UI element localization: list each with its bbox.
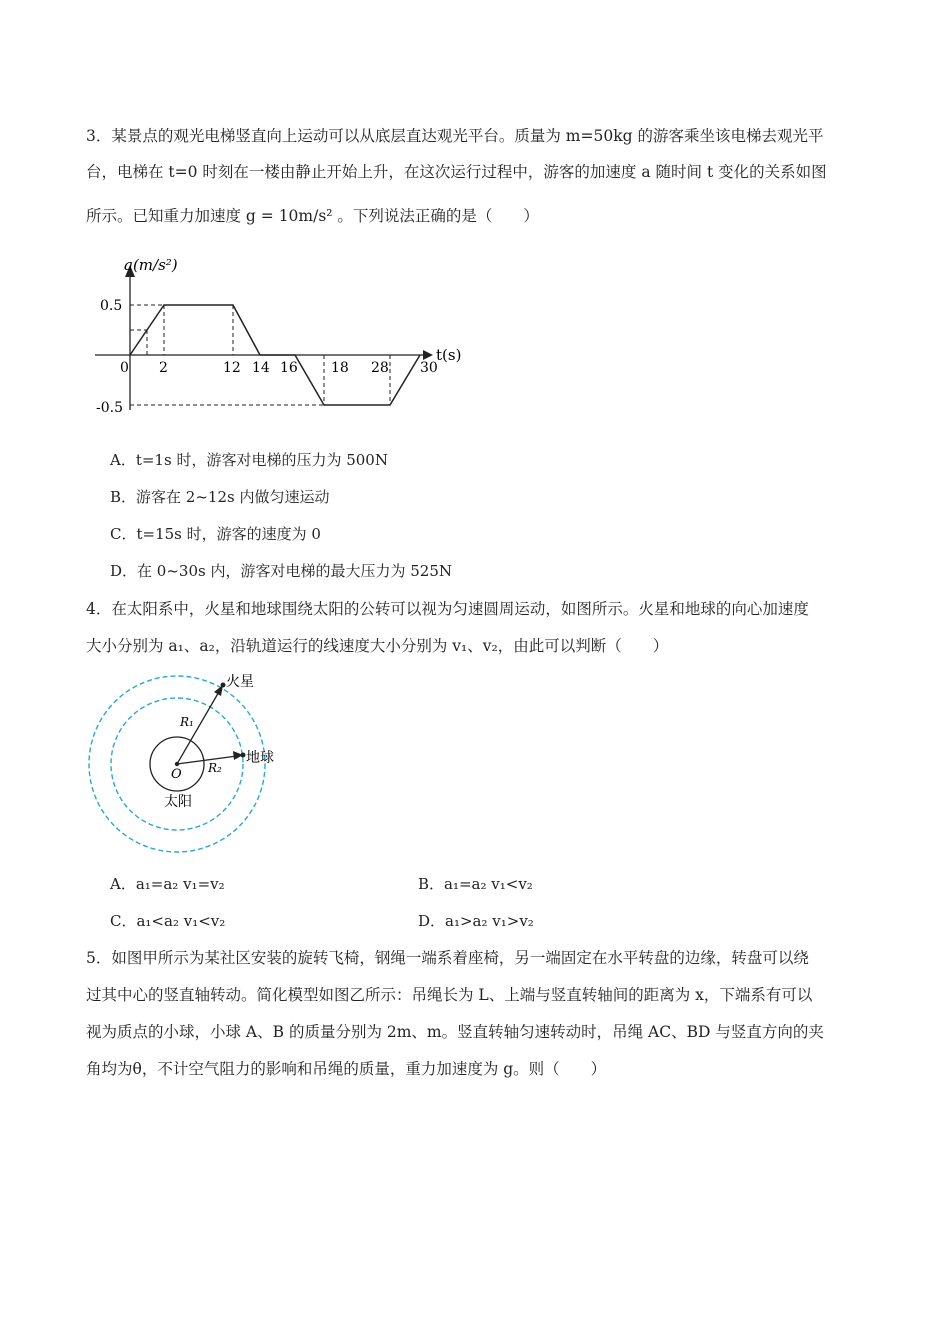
- tick-x-12: 12: [223, 360, 241, 376]
- tick-x-2: 2: [159, 360, 168, 376]
- x-axis-label: t(s): [436, 346, 462, 364]
- sun-label: 太阳: [164, 794, 192, 810]
- q3-text-line-1: 3．某景点的观光电梯竖直向上运动可以从底层直达观光平台。质量为 m=50kg 的游客乘坐该电梯去观光平: [86, 127, 824, 145]
- q3-option-d[interactable]: D．在 0~30s 内，游客对电梯的最大压力为 525N: [110, 562, 452, 580]
- mars-dot: [221, 683, 226, 688]
- q5-text-line-1: 5．如图甲所示为某社区安装的旋转飞椅，钢绳一端系着座椅，另一端固定在水平转盘的边缘，转盘可以绕: [86, 949, 809, 967]
- tick-x-14: 14: [252, 360, 270, 376]
- tick-x-16: 16: [280, 360, 298, 376]
- r1-label: R₁: [180, 715, 194, 729]
- q3-text-line-2: 台，电梯在 t=0 时刻在一楼由静止开始上升，在这次运行过程中，游客的加速度 a 随时间 t 变化的关系如图: [86, 163, 827, 181]
- q3-option-a[interactable]: A．t=1s 时，游客对电梯的压力为 500N: [110, 451, 388, 469]
- tick-y-neg0.5: -0.5: [96, 400, 123, 416]
- r2-arrow: [177, 756, 237, 764]
- tick-x-30: 30: [420, 360, 438, 376]
- q5-text-line-3: 视为质点的小球，小球 A、B 的质量分别为 2m、m。竖直转轴匀速转动时，吊绳 AC、BD 与竖直方向的夹: [86, 1023, 824, 1041]
- q4-text-line-1: 4．在太阳系中，火星和地球围绕太阳的公转可以视为匀速圆周运动，如图所示。火星和地球的向心加速度: [86, 600, 809, 618]
- orbit-diagram: [80, 668, 300, 858]
- q4-option-d[interactable]: D．a₁>a₂ v₁>v₂: [418, 912, 534, 930]
- q4-option-c[interactable]: C．a₁<a₂ v₁<v₂: [110, 912, 226, 930]
- q4-text-line-2: 大小分别为 a₁、a₂，沿轨道运行的线速度大小分别为 v₁、v₂，由此可以判断（ ）: [86, 637, 669, 655]
- q4-option-a[interactable]: A．a₁=a₂ v₁=v₂: [110, 875, 225, 893]
- q3-option-b[interactable]: B．游客在 2~12s 内做匀速运动: [110, 488, 330, 506]
- center-label: O: [171, 767, 182, 782]
- mars-label: 火星: [226, 674, 254, 690]
- r2-label: R₂: [208, 761, 222, 775]
- q5-text-line-4: 角均为θ，不计空气阻力的影响和吊绳的质量，重力加速度为 g。则（ ）: [86, 1060, 607, 1078]
- tick-origin: 0: [120, 360, 129, 376]
- y-axis-label: a(m/s²): [124, 256, 178, 274]
- tick-x-18: 18: [331, 360, 349, 376]
- q5-text-line-2: 过其中心的竖直轴转动。简化模型如图乙所示：吊绳长为 L、上端与竖直转轴间的距离为 x，下端系有可以: [86, 986, 813, 1004]
- q4-option-b[interactable]: B．a₁=a₂ v₁<v₂: [418, 875, 533, 893]
- tick-y-0.5: 0.5: [100, 298, 123, 314]
- q3-option-c[interactable]: C．t=15s 时，游客的速度为 0: [110, 525, 321, 543]
- x-axis-arrow: [423, 350, 433, 360]
- earth-label: 地球: [246, 750, 274, 766]
- q3-text-line-3: 所示。已知重力加速度 g = 10m/s² 。下列说法正确的是（ ）: [86, 207, 539, 225]
- earth-dot: [241, 753, 246, 758]
- tick-x-28: 28: [371, 360, 389, 376]
- acceleration-time-graph: [90, 250, 490, 420]
